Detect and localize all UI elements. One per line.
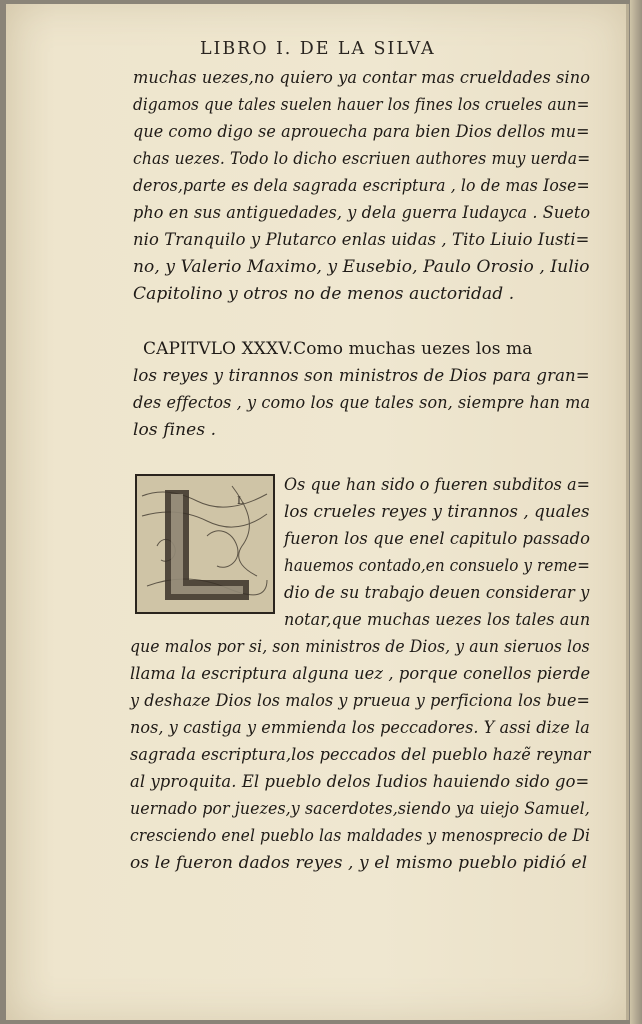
text-line: os le fueron dados reyes , y el mismo pueblo pidió el <box>130 853 588 873</box>
text-line: llama la escriptura alguna uez , porque conellos pierde <box>130 664 591 684</box>
text-line: deros,parte es dela sagrada escriptura , lo de mas Iose= <box>133 176 590 196</box>
woodcut-initial-l <box>135 474 275 614</box>
text-line: los crueles reyes y tirannos , quales <box>284 502 590 522</box>
text-line: Capitolino y otros no de menos auctoridad . <box>133 284 515 304</box>
text-line: muchas uezes,no quiero ya contar mas crueldades sino <box>133 68 591 88</box>
page-edge <box>630 0 642 1024</box>
text-line: notar,que muchas uezes los tales aun <box>284 610 591 630</box>
text-line: uernado por juezes,y sacerdotes,siendo ya uiejo Samuel, <box>130 799 590 819</box>
text-line: pho en sus antiguedades, y dela guerra Iudayca . Sueto <box>133 203 591 223</box>
text-line: que como digo se aprouecha para bien Dios dellos mu= <box>133 122 590 142</box>
text-line: no, y Valerio Maximo, y Eusebio, Paulo Orosio , Iulio <box>133 257 590 277</box>
chapter-heading-line: des effectos , y como los que tales son, siempre han ma <box>133 393 591 413</box>
text-line: hauemos contado,en consuelo y reme= <box>284 556 590 576</box>
text-line: al yproquita. El pueblo delos Iudios hauiendo sido go= <box>130 772 590 792</box>
chapter-heading: CAPITVLO XXXV.Como muchas uezes los ma <box>143 339 533 359</box>
initial-letter: L <box>237 496 244 507</box>
chapter-heading-line: los reyes y tirannos son ministros de Dios para gran= <box>133 366 590 386</box>
text-line: digamos que tales suelen hauer los fines los crueles aun= <box>133 95 590 115</box>
text-line: fueron los que enel capitulo passado <box>284 529 591 549</box>
text-line: y deshaze Dios los malos y prueua y perficiona los bue= <box>130 691 591 711</box>
text-line: Os que han sido o fueren subditos a= <box>284 475 591 495</box>
text-line: cresciendo enel pueblo las maldades y menosprecio de Di <box>130 826 591 846</box>
running-head: LIBRO I. DE LA SILVA <box>200 38 436 59</box>
text-line: sagrada escriptura,los peccados del pueblo hazẽ reynar <box>130 745 591 765</box>
text-line: chas uezes. Todo lo dicho escriuen authores muy uerda= <box>133 149 591 169</box>
text-line: dio de su trabajo deuen considerar y <box>284 583 590 603</box>
text-line: nos, y castiga y emmienda los peccadores. Y assi dize la <box>130 718 590 738</box>
text-line: nio Tranquilo y Plutarco enlas uidas , Tito Liuio Iusti= <box>133 230 590 250</box>
chapter-heading-line: los fines . <box>133 420 217 440</box>
text-line: que malos por si, son ministros de Dios, y aun sieruos los <box>130 637 590 657</box>
